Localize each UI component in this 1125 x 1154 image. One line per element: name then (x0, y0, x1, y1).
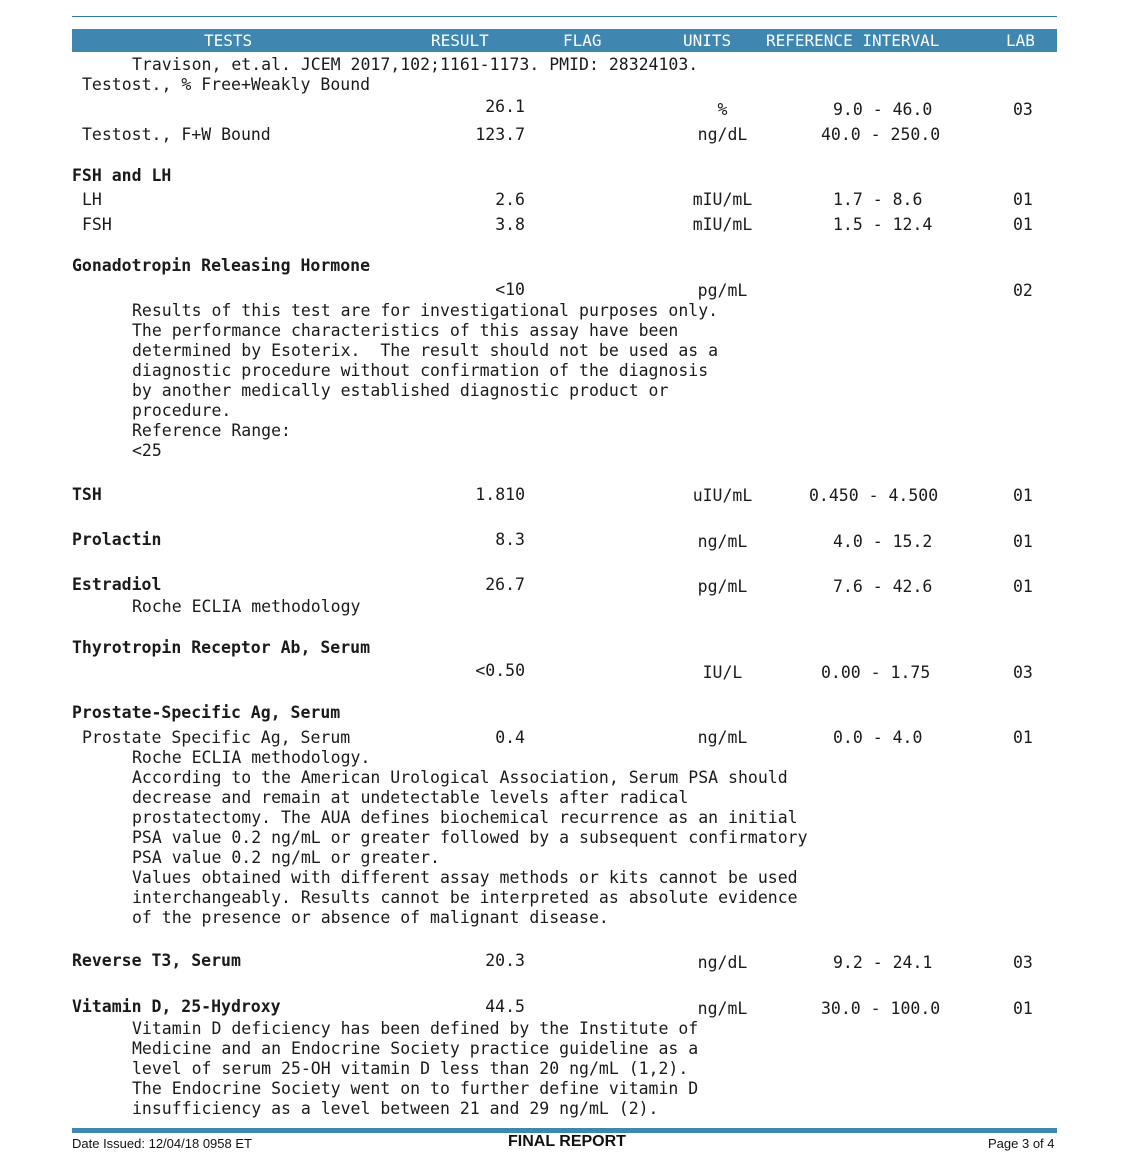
header-result: RESULT (431, 31, 489, 50)
psa-title: Prostate-Specific Ag, Serum (72, 703, 341, 722)
fsh-lab: 01 (1013, 215, 1033, 234)
rt3-ref: 9.2 - 24.1 (833, 953, 933, 972)
trab-units: IU/L (702, 663, 743, 682)
estradiol-note: Roche ECLIA methodology (132, 597, 361, 616)
psa-units: ng/mL (697, 728, 748, 747)
estradiol-ref: 7.6 - 42.6 (833, 577, 933, 596)
tsh-result: 1.810 (475, 485, 525, 504)
gnrh-units: pg/mL (697, 281, 748, 300)
column-header-bar (72, 29, 1057, 52)
date-issued: Date Issued: 12/04/18 0958 ET (72, 1136, 252, 1151)
trab-title: Thyrotropin Receptor Ab, Serum (72, 638, 371, 657)
estradiol-lab: 01 (1013, 577, 1033, 596)
psa-result: 0.4 (495, 728, 525, 747)
vitd-title: Vitamin D, 25-Hydroxy (72, 997, 281, 1016)
vitd-ref: 30.0 - 100.0 (821, 999, 941, 1018)
vitd-note: Vitamin D deficiency has been defined by the Institute of Medicine and an Endocrine Society practice guideline as a level of serum 25-OH vitamin D less than 20 ng/mL (1,2). The Endocrine Society went on to further define vitamin D insufficiency as a level between 21 and 29 ng/mL (2). (132, 1019, 699, 1118)
testost-free-result: 26.1 (485, 97, 525, 116)
tsh-lab: 01 (1013, 486, 1033, 505)
page-number: Page 3 of 4 (988, 1136, 1055, 1151)
header-units: UNITS (683, 31, 732, 50)
prolactin-units: ng/mL (697, 532, 748, 551)
estradiol-result: 26.7 (485, 575, 525, 594)
prolactin-ref: 4.0 - 15.2 (833, 532, 933, 551)
lh-name: LH (82, 190, 102, 209)
testost-free-units: % (717, 100, 728, 119)
trab-lab: 03 (1013, 663, 1033, 682)
top-divider (72, 16, 1057, 17)
psa-note: Roche ECLIA methodology. According to the American Urological Association, Serum PSA should decrease and remain at undetectable levels after radical prostatectomy. The AUA defines biochemical recurrence as an initial PSA value 0.2 ng/mL or greater followed by a subsequent confirmatory PSA value 0.2 ng/mL or greater. Values obtained with different assay methods or kits cannot be used interchangeably. Results cannot be interpreted as absolute evidence of the presence or absence of malignant disease. (132, 748, 808, 927)
final-report-label: FINAL REPORT (508, 1133, 626, 1150)
rt3-units: ng/dL (697, 953, 748, 972)
header-reference-interval: REFERENCE INTERVAL (766, 31, 940, 50)
lh-result: 2.6 (495, 190, 525, 209)
vitd-units: ng/mL (697, 999, 748, 1018)
fsh-name: FSH (82, 215, 112, 234)
trab-result: <0.50 (475, 661, 525, 680)
fsh-units: mIU/mL (692, 215, 753, 234)
testost-free-lab: 03 (1013, 100, 1033, 119)
lh-ref: 1.7 - 8.6 (833, 190, 923, 209)
rt3-title: Reverse T3, Serum (72, 951, 241, 970)
testost-bound-result: 123.7 (475, 125, 525, 144)
psa-name: Prostate Specific Ag, Serum (82, 728, 351, 747)
lh-lab: 01 (1013, 190, 1033, 209)
fsh-ref: 1.5 - 12.4 (833, 215, 933, 234)
estradiol-title: Estradiol (72, 575, 162, 594)
prolactin-title: Prolactin (72, 530, 162, 549)
prolactin-result: 8.3 (495, 530, 525, 549)
testost-bound-ref: 40.0 - 250.0 (821, 125, 941, 144)
psa-ref: 0.0 - 4.0 (833, 728, 923, 747)
testost-bound-name: Testost., F+W Bound (82, 125, 271, 144)
gnrh-result: <10 (495, 280, 525, 299)
estradiol-units: pg/mL (697, 577, 748, 596)
testost-bound-units: ng/dL (697, 125, 748, 144)
header-flag: FLAG (563, 31, 602, 50)
header-tests: TESTS (204, 31, 253, 50)
rt3-result: 20.3 (485, 951, 525, 970)
header-lab: LAB (1006, 31, 1035, 50)
prolactin-lab: 01 (1013, 532, 1033, 551)
gnrh-note: Results of this test are for investigational purposes only. The performance characteristics of this assay have been determined by Esoterix. The result should not be used as a diagnostic procedure without confirmation of the diagnosis by another medically established diagnostic product or procedure. Reference Range: <25 (132, 301, 719, 460)
testost-free-ref: 9.0 - 46.0 (833, 100, 933, 119)
gnrh-title: Gonadotropin Releasing Hormone (72, 256, 371, 275)
rt3-lab: 03 (1013, 953, 1033, 972)
trab-ref: 0.00 - 1.75 (821, 663, 931, 682)
tsh-ref: 0.450 - 4.500 (809, 486, 939, 505)
fsh-lh-title: FSH and LH (72, 166, 172, 185)
tsh-units: uIU/mL (692, 486, 753, 505)
gnrh-lab: 02 (1013, 281, 1033, 300)
fsh-result: 3.8 (495, 215, 525, 234)
psa-lab: 01 (1013, 728, 1033, 747)
vitd-lab: 01 (1013, 999, 1033, 1018)
vitd-result: 44.5 (485, 997, 525, 1016)
carryover-citation: Travison, et.al. JCEM 2017,102;1161-1173. PMID: 28324103. (132, 55, 699, 74)
tsh-title: TSH (72, 485, 102, 504)
testost-free-name: Testost., % Free+Weakly Bound (82, 75, 371, 94)
lh-units: mIU/mL (692, 190, 753, 209)
